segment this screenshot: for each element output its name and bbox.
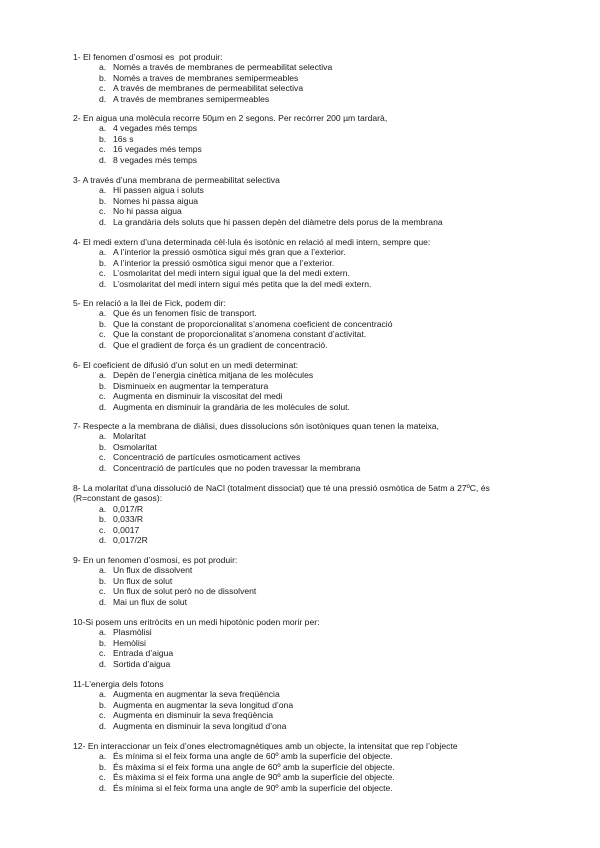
question-stem (0, 679, 600, 689)
options-list (0, 123, 600, 165)
question-text: Si posem uns eritròcits en un medi hipotònic poden morir per: (85, 617, 320, 627)
question-11 (0, 679, 600, 731)
option-d: d. A través de membranes semipermeables (99, 93, 270, 104)
question-stem (0, 237, 600, 247)
option-c: c. Augmenta en disminuir la seva freqüència (99, 710, 274, 721)
question-5 (0, 298, 600, 350)
option-b: b. Un flux de solut (99, 575, 173, 586)
option-b: b. 16s s (99, 133, 134, 144)
option-c: c. Concentració de partícules osmoticament actives (99, 452, 301, 463)
option-b: b. Augmenta en augmentar la seva longitud d’ona (99, 699, 294, 710)
question-stem (0, 113, 600, 123)
question-number: 12- (73, 741, 86, 751)
option-a: a. Només a través de membranes de permeabilitat selectiva (99, 62, 333, 73)
question-text: La molaritat d’una dissolució de NaCl (totalment dissociat) que té una pressió osmòtica de 5atm a 27ºC, és (R=constant de gasos): (73, 483, 490, 504)
options-list (0, 751, 600, 793)
option-a: a. Hi passen aigua i soluts (99, 185, 204, 196)
option-b: b. Només a traves de membranes semipermeables (99, 72, 299, 83)
options-list (0, 689, 600, 731)
options-list (0, 504, 600, 546)
option-b: b. Hemòlisi (99, 637, 146, 648)
question-number: 8- (73, 483, 81, 493)
question-number: 1- (73, 52, 81, 62)
option-d: d. 8 vegades més temps (99, 154, 198, 165)
question-7 (0, 421, 600, 473)
question-number: 4- (73, 237, 81, 247)
options-list (0, 308, 600, 350)
question-12 (0, 741, 600, 793)
option-c: c. Un flux de solut però no de dissolvent (99, 586, 257, 597)
question-10 (0, 617, 600, 669)
option-c: c. Augmenta en disminuir la viscositat del medi (99, 391, 283, 402)
option-d: d. 0,017/2R (99, 534, 148, 545)
question-text: En relació a la llei de Fick, podem dir: (83, 298, 226, 308)
question-stem (0, 52, 600, 62)
option-d: d. Concentració de partícules que no poden travessar la membrana (99, 462, 361, 473)
question-stem (0, 421, 600, 431)
option-b: b. A l’interior la pressió osmòtica sigui menor que a l’exterior. (99, 257, 335, 268)
question-number: 6- (73, 360, 81, 370)
option-b: b. Que la constant de proporcionalitat s’anomena coeficient de concentració (99, 318, 393, 329)
option-d: d. Que el gradient de força és un gradient de concentració. (99, 339, 328, 350)
question-text: El medi extern d’una determinada cèl·lula és isotònic en relació al medi intern, sempre que: (83, 237, 431, 247)
option-a: a. A l’interior la pressió osmòtica sigui més gran que a l’exterior. (99, 247, 346, 258)
question-stem (0, 360, 600, 370)
question-text: L’energia dels fotons (84, 679, 164, 689)
option-a: a. 4 vegades més temps (99, 123, 198, 134)
question-stem (0, 175, 600, 185)
question-2 (0, 113, 600, 165)
option-c: c. És màxima si el feix forma una angle de 90º amb la superfície del objecte. (99, 772, 395, 783)
question-number: 2- (73, 113, 81, 123)
options-list (0, 565, 600, 607)
question-stem (0, 555, 600, 565)
option-a: a. Plasmòlisi (99, 627, 152, 638)
option-c: c. No hi passa aigua (99, 206, 182, 217)
option-a: a. Que és un fenomen físic de transport. (99, 308, 257, 319)
option-a: a. Augmenta en augmentar la seva freqüència (99, 689, 280, 700)
question-stem (0, 741, 600, 751)
option-d: d. Mai un flux de solut (99, 596, 188, 607)
option-c: c. Entrada d’aigua (99, 648, 174, 659)
option-d: d. Sortida d’aigua (99, 658, 171, 669)
option-c: c. Que la constant de proporcionalitat s’anomena constant d’activitat. (99, 329, 367, 340)
option-d: d. Augmenta en disminuir la seva longitud d’ona (99, 720, 287, 731)
options-list (0, 627, 600, 669)
option-c: c. 16 vegades més temps (99, 144, 202, 155)
options-list (0, 370, 600, 412)
option-a: a. Un flux de dissolvent (99, 565, 193, 576)
option-b: b. Disminueix en augmentar la temperatura (99, 380, 269, 391)
question-4 (0, 237, 600, 289)
question-stem (0, 483, 493, 504)
question-text: Respecte a la membrana de diàlisi, dues dissolucions són isotòniques quan tenen la mateixa, (83, 421, 439, 431)
options-list (0, 431, 600, 473)
option-b: b. És màxima si el feix forma una angle de 60º amb la superfície del objecte. (99, 761, 395, 772)
question-number: 10- (73, 617, 86, 627)
question-text: A través d’una membrana de permeabilitat selectiva (82, 175, 280, 185)
question-text: El coeficient de difusió d’un solut en un medi determinat: (83, 360, 299, 370)
option-c: c. A través de membranes de permeabilitat selectiva (99, 83, 304, 94)
option-d: d. La grandària dels soluts que hi passen depèn del diàmetre dels porus de la membrana (99, 216, 443, 227)
question-text: El fenomen d’osmosi es pot produir: (83, 52, 223, 62)
option-b: b. Osmolaritat (99, 441, 157, 452)
question-9 (0, 555, 600, 607)
question-3 (0, 175, 600, 227)
question-1 (0, 52, 600, 104)
options-list (0, 247, 600, 289)
question-number: 7- (73, 421, 81, 431)
question-6 (0, 360, 600, 412)
option-d: d. Augmenta en disminuir la grandària de les molècules de solut. (99, 401, 350, 412)
options-list (0, 62, 600, 104)
question-number: 5- (73, 298, 81, 308)
question-text: En aigua una molècula recorre 50µm en 2 segons. Per recórrer 200 µm tardarà, (83, 113, 388, 123)
option-a: a. Molaritat (99, 431, 146, 442)
options-list (0, 185, 600, 227)
question-number: 9- (73, 555, 81, 565)
option-c: c. 0,0017 (99, 524, 140, 535)
option-b: b. 0,033/R (99, 514, 144, 525)
question-8 (0, 483, 600, 545)
question-number: 3- (73, 175, 81, 185)
option-d: d. És mínima si el feix forma una angle de 90º amb la superfície del objecte. (99, 782, 393, 793)
question-stem (0, 298, 600, 308)
question-number: 11- (73, 679, 85, 689)
option-c: c. L’osmolaritat del medi intern sigui igual que la del medi extern. (99, 268, 350, 279)
question-stem (0, 617, 600, 627)
option-a: a. És mínima si el feix forma una angle de 60º amb la superfície del objecte. (99, 751, 393, 762)
option-a: a. 0,017/R (99, 503, 144, 514)
option-b: b. Nomes hi passa aigua (99, 195, 199, 206)
question-text: En un fenomen d’osmosi, es pot produir: (83, 555, 238, 565)
option-d: d. L’osmolaritat del medi intern sigui més petita que la del medi extern. (99, 278, 372, 289)
option-a: a. Depèn de l’energia cinètica mitjana de les molècules (99, 370, 314, 381)
question-text: En interaccionar un feix d’ones electromagnètiques amb un objecte, la intensitat que rep l’objecte (87, 741, 458, 751)
